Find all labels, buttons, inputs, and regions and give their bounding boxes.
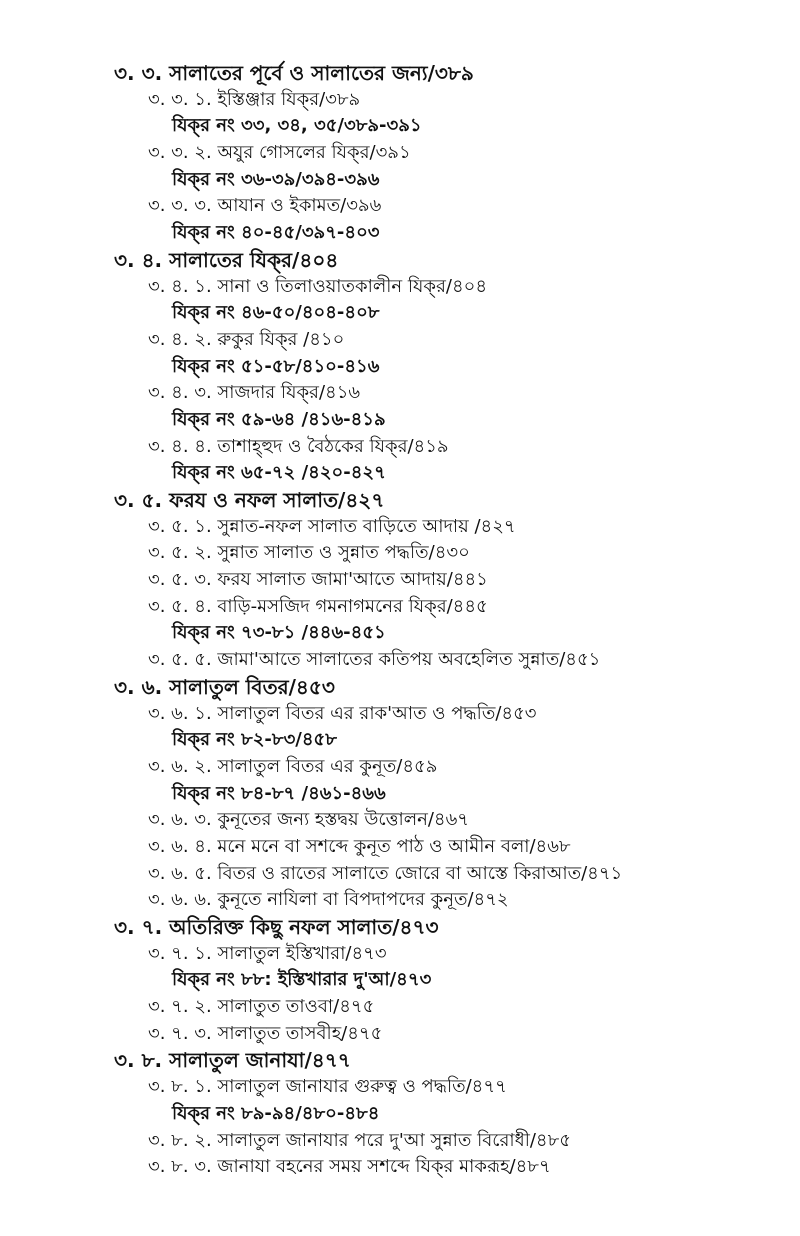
section-heading-3-5: ৩. ৫. ফরয ও নফল সালাত/৪২৭ bbox=[114, 488, 385, 512]
zikr-range-46-50: যিক্‌র নং ৪৬-৫০/৪০৪-৪০৮ bbox=[172, 302, 380, 324]
zikr-range-51-58: যিক্‌র নং ৫১-৫৮/৪১০-৪১৬ bbox=[172, 355, 380, 377]
table-of-contents bbox=[0, 60, 800, 1181]
section-heading-3-4: ৩. ৪. সালাতের যিক্‌র/৪০৪ bbox=[114, 247, 339, 272]
subsection-3-4-4: ৩. ৪. ৪. তাশাহ্‌হুদ ও বৈঠকের যিক্‌র/৪১৯ bbox=[148, 435, 449, 457]
subsection-3-5-5: ৩. ৫. ৫. জামা'আতে সালাতের কতিপয় অবহেলিত সুন্নাত/৪৫১ bbox=[148, 649, 601, 671]
zikr-range-82-83: যিক্‌র নং ৮২-৮৩/৪৫৮ bbox=[172, 729, 337, 751]
subsection-3-4-2: ৩. ৪. ২. রুকুর যিক্‌র /৪১০ bbox=[148, 328, 345, 350]
zikr-range-73-81: যিক্‌র নং ৭৩-৮১ /৪৪৬-৪৫১ bbox=[172, 622, 386, 644]
subsection-3-7-3: ৩. ৭. ৩. সালাতুত তাসবীহ/৪৭৫ bbox=[148, 1022, 383, 1044]
subsection-3-6-5: ৩. ৬. ৫. বিতর ও রাতের সালাতে জোরে বা আস্তে কিরাআত/৪৭১ bbox=[148, 862, 623, 884]
zikr-range-33-35: যিক্‌র নং ৩৩, ৩৪, ৩৫/৩৮৯-৩৯১ bbox=[172, 115, 422, 137]
subsection-3-8-3: ৩. ৮. ৩. জানাযা বহনের সময় সশব্দে যিক্‌র মাকরূহ/৪৮৭ bbox=[148, 1156, 551, 1178]
zikr-range-40-45: যিক্‌র নং ৪০-৪৫/৩৯৭-৪০৩ bbox=[172, 222, 380, 244]
subsection-3-5-1: ৩. ৫. ১. সুন্নাত-নফল সালাত বাড়িতে আদায় /৪২৭ bbox=[148, 515, 516, 537]
subsection-3-3-1: ৩. ৩. ১. ইস্তিঞ্জার যিক্‌র/৩৮৯ bbox=[148, 88, 361, 110]
section-heading-3-3: ৩. ৩. সালাতের পূর্বে ও সালাতের জন্য/৩৮৯ bbox=[114, 61, 474, 85]
section-heading-3-7: ৩. ৭. অতিরিক্ত কিছু নফল সালাত/৪৭৩ bbox=[114, 915, 439, 939]
zikr-range-65-72: যিক্‌র নং ৬৫-৭২ /৪২০-৪২৭ bbox=[172, 462, 386, 484]
subsection-3-6-3: ৩. ৬. ৩. কুনূতের জন্য হস্তদ্বয় উত্তোলন/৪৬৭ bbox=[148, 809, 470, 831]
subsection-3-4-1: ৩. ৪. ১. সানা ও তিলাওয়াতকালীন যিক্‌র/৪০৪ bbox=[148, 275, 488, 297]
subsection-3-3-2: ৩. ৩. ২. অযুর গোসলের যিক্‌র/৩৯১ bbox=[148, 142, 411, 164]
subsection-3-7-1: ৩. ৭. ১. সালাতুল ইস্তিখারা/৪৭৩ bbox=[148, 942, 387, 964]
subsection-3-8-1: ৩. ৮. ১. সালাতুল জানাযার গুরুত্ব ও পদ্ধতি/৪৭৭ bbox=[148, 1076, 507, 1098]
subsection-3-5-3: ৩. ৫. ৩. ফরয সালাত জামা'আতে আদায়/৪৪১ bbox=[148, 569, 488, 591]
subsection-3-3-3: ৩. ৩. ৩. আযান ও ইকামত/৩৯৬ bbox=[148, 195, 382, 217]
zikr-range-84-87: যিক্‌র নং ৮৪-৮৭ /৪৬১-৪৬৬ bbox=[172, 782, 386, 804]
subsection-3-6-6: ৩. ৬. ৬. কুনূতে নাযিলা বা বিপদাপদের কুনূত/৪৭২ bbox=[148, 889, 509, 911]
section-heading-3-8: ৩. ৮. সালাতুল জানাযা/৪৭৭ bbox=[114, 1048, 351, 1073]
subsection-3-6-2: ৩. ৬. ২. সালাতুল বিতর এর কুনূত/৪৫৯ bbox=[148, 755, 438, 777]
subsection-3-6-4: ৩. ৬. ৪. মনে মনে বা সশব্দে কুনূত পাঠ ও আমীন বলা/৪৬৮ bbox=[148, 835, 571, 857]
subsection-3-8-2: ৩. ৮. ২. সালাতুল জানাযার পরে দু'আ সুন্নাত বিরোধী/৪৮৫ bbox=[148, 1129, 571, 1151]
zikr-range-59-64: যিক্‌র নং ৫৯-৬৪ /৪১৬-৪১৯ bbox=[172, 408, 386, 430]
subsection-3-6-1: ৩. ৬. ১. সালাতুল বিতর এর রাক'আত ও পদ্ধতি/৪৫৩ bbox=[148, 702, 537, 724]
section-heading-3-6: ৩. ৬. সালাতুল বিতর/৪৫৩ bbox=[114, 674, 335, 699]
subsection-3-5-4: ৩. ৫. ৪. বাড়ি-মসজিদ গমনাগমনের যিক্‌র/৪৪৫ bbox=[148, 595, 488, 617]
subsection-3-4-3: ৩. ৪. ৩. সাজদার যিক্‌র/৪১৬ bbox=[148, 382, 361, 404]
subsection-3-5-2: ৩. ৫. ২. সুন্নাত সালাত ও সুন্নাত পদ্ধতি/৪৩০ bbox=[148, 542, 470, 564]
zikr-number-88: যিক্‌র নং ৮৮: ইস্তিখারার দু'আ/৪৭৩ bbox=[172, 969, 432, 991]
zikr-range-89-94: যিক্‌র নং ৮৯-৯৪/৪৮০-৪৮৪ bbox=[172, 1102, 380, 1124]
zikr-range-36-39: যিক্‌র নং ৩৬-৩৯/৩৯৪-৩৯৬ bbox=[172, 168, 380, 190]
subsection-3-7-2: ৩. ৭. ২. সালাতুত তাওবা/৪৭৫ bbox=[148, 996, 375, 1018]
